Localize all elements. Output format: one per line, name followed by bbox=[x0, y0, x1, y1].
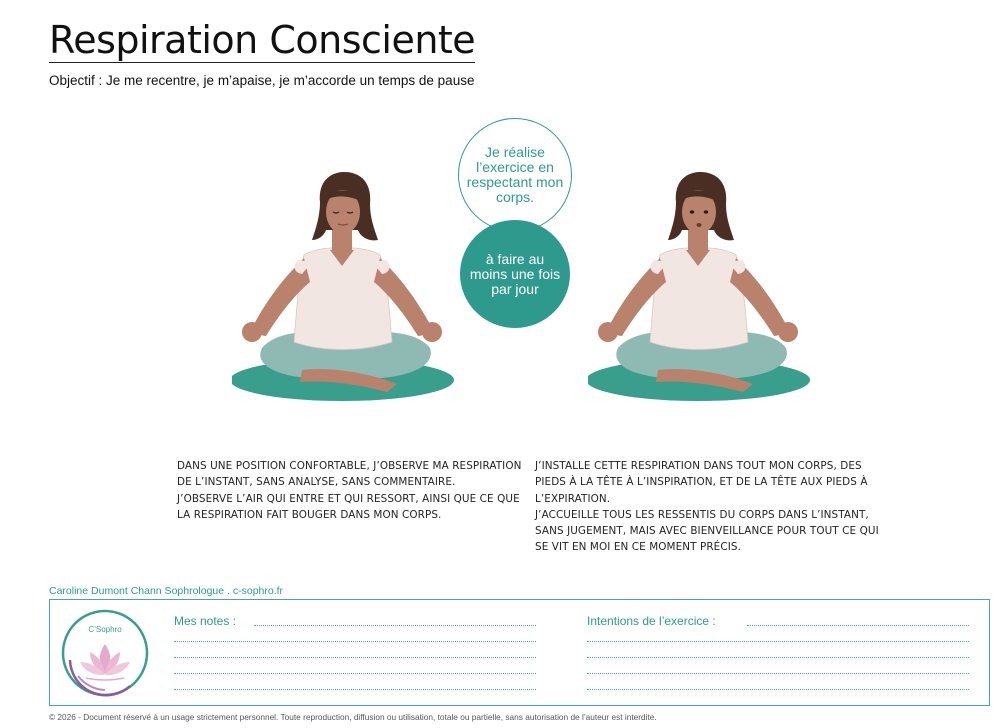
notes-panel bbox=[49, 599, 990, 706]
copyright-footer: © 2026 - Document réservé à un usage strictement personnel. Toute reproduction, diffusion ou utilisation, totale ou partielle, sans autorisation de l’auteur est interdite. bbox=[49, 712, 657, 722]
my-notes-label: Mes notes : bbox=[174, 614, 237, 628]
note-line[interactable] bbox=[254, 625, 536, 626]
intention-line[interactable] bbox=[587, 642, 969, 658]
instruction-paragraph: J’ACCUEILLE TOUS LES RESSENTIS DU CORPS DANS L’INSTANT, SANS JUGEMENT, MAIS AVEC BIENVEILLANCE POUR TOUT CE QUI SE VIT EN MOI EN CE MOMENT PRÉCIS. bbox=[535, 508, 879, 554]
note-line[interactable] bbox=[174, 642, 536, 658]
logo-text: C’Sophro bbox=[88, 625, 122, 634]
intention-line[interactable] bbox=[747, 625, 969, 626]
intention-line[interactable] bbox=[587, 626, 969, 642]
intentions-label: Intentions de l’exercice : bbox=[587, 614, 716, 628]
intention-line[interactable] bbox=[587, 658, 969, 674]
instruction-paragraph: J’OBSERVE L’AIR QUI ENTRE ET QUI RESSORT, AINSI QUE CE QUE LA RESPIRATION FAIT BOUGER DANS MON CORPS. bbox=[177, 492, 520, 521]
frequency-bubble bbox=[460, 220, 570, 328]
objective-text: Objectif : Je me recentre, je m’apaise, je m’accorde un temps de pause bbox=[49, 73, 475, 88]
note-line[interactable] bbox=[174, 674, 536, 690]
instruction-paragraph: J’INSTALLE CETTE RESPIRATION DANS TOUT MON CORPS, DES PIEDS À LA TÊTE À L’INSPIRATION, ET DE LA TÊTE AUX PIEDS À L’EXPIRATION. bbox=[535, 460, 868, 505]
instructions-left bbox=[177, 458, 522, 523]
note-line[interactable] bbox=[174, 658, 536, 674]
respect-body-bubble bbox=[458, 118, 572, 232]
respect-body-text: Je réalise l’exercice en respectant mon corps. bbox=[466, 144, 564, 205]
exercise-intentions-section bbox=[587, 612, 969, 690]
my-notes-section bbox=[174, 612, 536, 690]
meditating-woman-illustration-left bbox=[232, 170, 462, 405]
intention-line[interactable] bbox=[587, 674, 969, 690]
page-title: Respiration Consciente bbox=[49, 18, 476, 62]
meditating-woman-illustration-right bbox=[588, 170, 818, 405]
author-credit: Caroline Dumont Chann Sophrologue . c-sophro.fr bbox=[49, 585, 284, 597]
instruction-paragraph: DANS UNE POSITION CONFORTABLE, J’OBSERVE MA RESPIRATION DE L’INSTANT, SANS ANALYSE, SANS COMMENTAIRE. bbox=[177, 460, 522, 489]
instructions-right bbox=[535, 458, 880, 556]
frequency-text: à faire au moins une fois par jour bbox=[469, 250, 561, 297]
csophro-lotus-logo bbox=[60, 608, 150, 698]
note-line[interactable] bbox=[174, 626, 536, 642]
